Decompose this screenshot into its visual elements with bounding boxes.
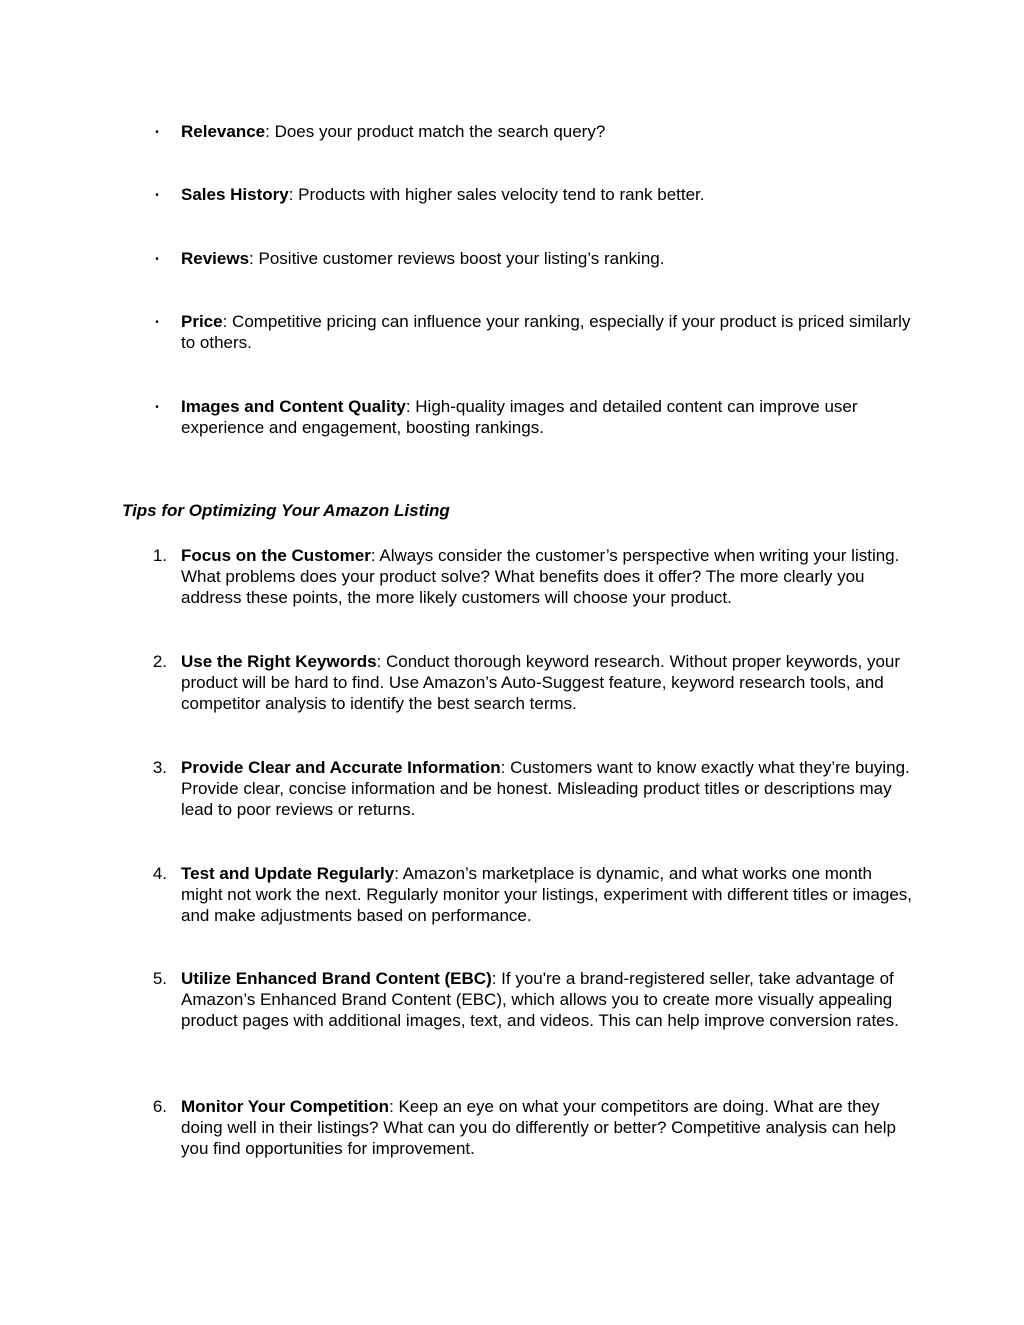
- tip-term: Test and Update Regularly: [181, 864, 395, 883]
- numbered-item: [152, 757, 916, 820]
- bullet-marker: •: [155, 317, 159, 328]
- factor-term: Relevance: [181, 122, 266, 141]
- tip-term: Focus on the Customer: [181, 546, 371, 565]
- factor-text: : Positive customer reviews boost your listing’s ranking.: [249, 249, 665, 268]
- tip-text: : If you're a brand-registered seller, take advantage of Amazon’s Enhanced Brand Content (EBC), which allows you to create more visually appealing product pages with additional images, text, and videos. This can help improve conversion rates.: [181, 969, 899, 1030]
- item-number: 2.: [152, 652, 167, 671]
- list-item: [155, 396, 916, 438]
- factor-text: : Competitive pricing can influence your ranking, especially if your product is priced similarly to others.: [181, 312, 911, 352]
- factor-term: Reviews: [181, 249, 250, 268]
- item-number: 1.: [152, 546, 167, 565]
- numbered-item: [152, 545, 916, 608]
- tip-term: Provide Clear and Accurate Information: [181, 758, 501, 777]
- bullet-marker: •: [155, 190, 159, 201]
- factor-text: : High-quality images and detailed content can improve user experience and engagement, boosting rankings.: [181, 397, 858, 437]
- list-item: [155, 311, 916, 353]
- list-item: [155, 184, 916, 205]
- tip-text: : Always consider the customer’s perspective when writing your listing. What problems does your product solve? What benefits does it offer? The more clearly you address these points, the more likely customers will choose your product.: [181, 546, 900, 607]
- tip-term: Monitor Your Competition: [181, 1097, 390, 1116]
- factor-term: Images and Content Quality: [181, 397, 406, 416]
- tip-text: : Amazon’s marketplace is dynamic, and what works one month might not work the next. Regularly monitor your listings, experiment with different titles or images, and make adjustments based on performance.: [181, 864, 912, 925]
- item-number: 6.: [152, 1097, 167, 1116]
- numbered-item: [152, 651, 916, 714]
- tip-text: : Customers want to know exactly what they’re buying. Provide clear, concise information and be honest. Misleading product titles or descriptions may lead to poor reviews or returns.: [181, 758, 910, 819]
- tip-term: Use the Right Keywords: [181, 652, 377, 671]
- item-number: 3.: [152, 758, 167, 777]
- section-heading: Tips for Optimizing Your Amazon Listing: [122, 501, 450, 520]
- numbered-item: [152, 968, 916, 1031]
- bullet-marker: •: [155, 402, 159, 413]
- numbered-item: [152, 1096, 916, 1159]
- factor-term: Price: [181, 312, 223, 331]
- list-item: [155, 121, 916, 142]
- factor-text: : Products with higher sales velocity tend to rank better.: [288, 185, 705, 204]
- numbered-item: [152, 863, 916, 926]
- item-number: 5.: [152, 969, 167, 988]
- list-item: [155, 248, 916, 269]
- bullet-marker: •: [155, 254, 159, 265]
- factor-text: : Does your product match the search query?: [265, 122, 606, 141]
- item-number: 4.: [152, 864, 167, 883]
- tip-text: : Conduct thorough keyword research. Without proper keywords, your product will be hard to find. Use Amazon’s Auto-Suggest feature, keyword research tools, and competitor analysis to identify the best search terms.: [181, 652, 901, 713]
- tip-term: Utilize Enhanced Brand Content (EBC): [181, 969, 492, 988]
- bullet-marker: •: [155, 127, 159, 138]
- factor-term: Sales History: [181, 185, 289, 204]
- tip-text: : Keep an eye on what your competitors are doing. What are they doing well in their listings? What can you do differently or better? Competitive analysis can help you find opportunities for improvement.: [181, 1097, 897, 1158]
